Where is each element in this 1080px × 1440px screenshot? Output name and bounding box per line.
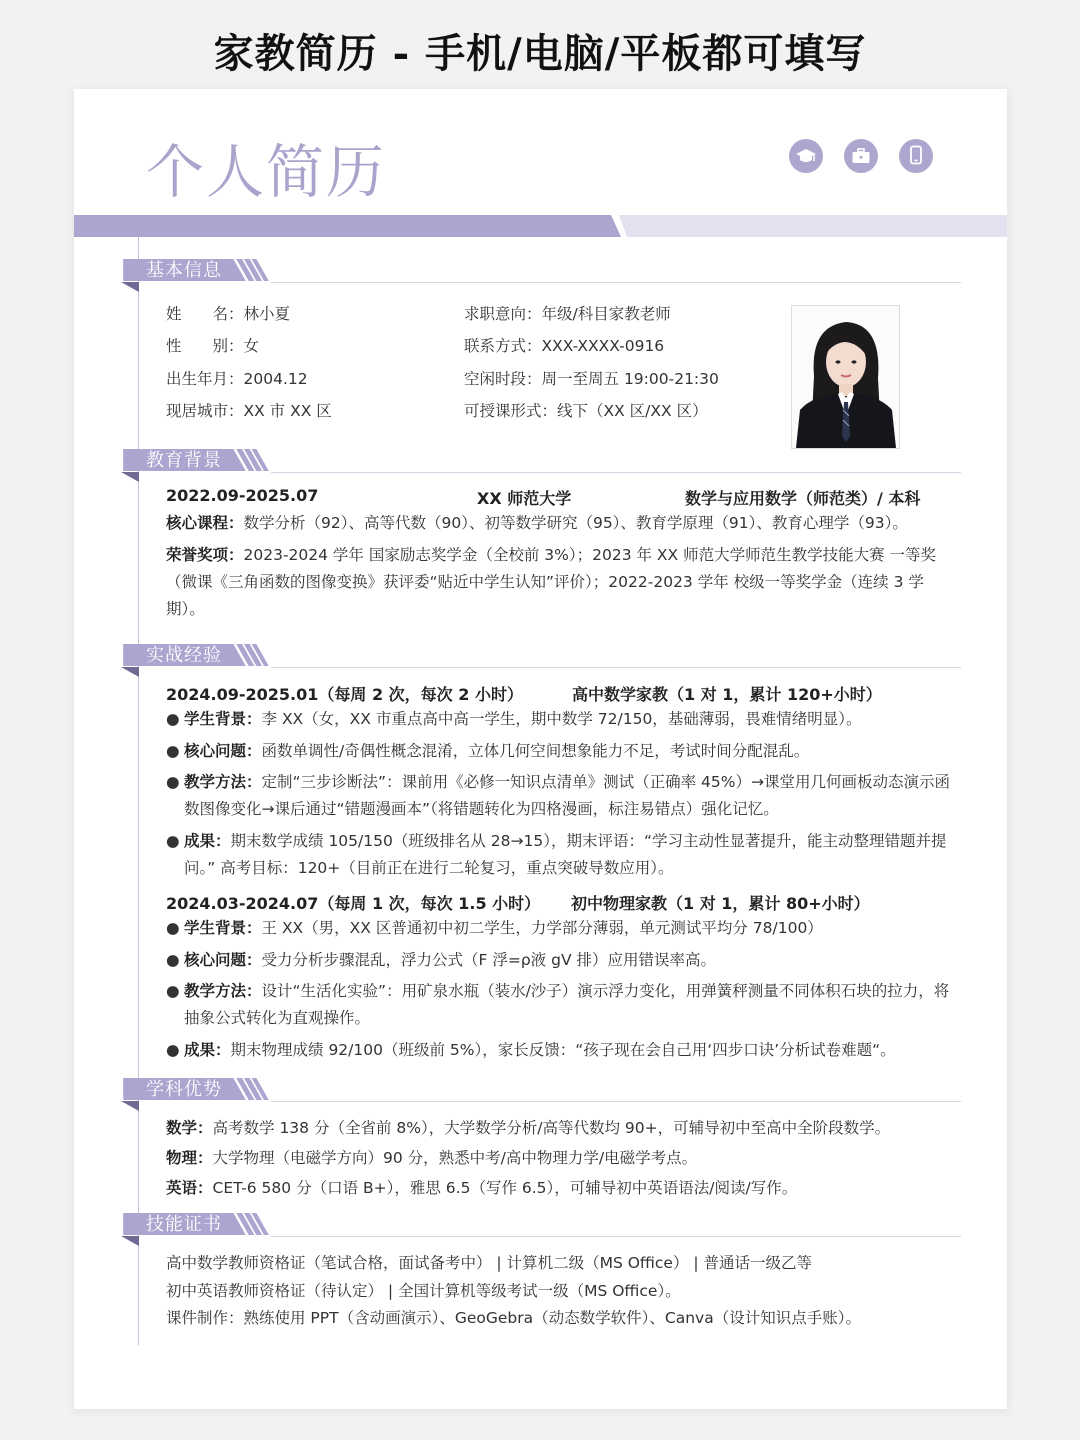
- field-gender: 性 别：女: [166, 337, 260, 355]
- strength-english: 英语：CET-6 580 分（口语 B+），雅思 6.5（写作 6.5），可辅导初中英语语法/阅读/写作。: [166, 1179, 798, 1197]
- page-banner: 家教简历 - 手机/电脑/平板都可填写: [213, 30, 867, 77]
- edu-major: 数学与应用数学（师范类）/ 本科: [685, 489, 921, 508]
- exp2-role: 初中物理家教（1 对 1，累计 80+小时）: [571, 894, 870, 913]
- edu-courses: 核心课程：数学分析（92）、高等代数（90）、初等数学研究（95）、教育学原理（91）、教育心理学（93）。: [166, 514, 908, 532]
- exp1-item: ● 教学方法：定制“三步诊断法”：课前用《必修一知识点清单》测试（正确率 45%）→课堂用几何画板动态演示函数图像变化→课后通过“错题漫画本”（将错题转化为四格漫画，标注易错点）强化记忆。: [166, 773, 950, 818]
- header-icons: [789, 139, 933, 173]
- edu-period: 2022.09-2025.07: [166, 486, 319, 505]
- exp1-role: 高中数学家教（1 对 1，累计 120+小时）: [572, 685, 882, 704]
- section-title: 实战经验: [146, 645, 222, 666]
- resume-paper: [74, 89, 1007, 1409]
- exp1-item: ● 学生背景：李 XX（女，XX 市重点高中高一学生，期中数学 72/150，基础薄弱，畏难情绪明显）。: [166, 710, 862, 728]
- section-title: 基本信息: [146, 260, 222, 281]
- exp2-item: ● 学生背景：王 XX（男，XX 区普通初中初二学生，力学部分薄弱，单元测试平均分 78/100）: [166, 919, 823, 937]
- phone-icon: [899, 139, 933, 173]
- exp1-item: ● 核心问题：函数单调性/奇偶性概念混淆，立体几何空间想象能力不足，考试时间分配混乱。: [166, 742, 810, 760]
- section-title: 技能证书: [146, 1214, 222, 1235]
- timeline-line: [138, 237, 139, 1345]
- exp2-item: ● 教学方法：设计“生活化实验”：用矿泉水瓶（装水/沙子）演示浮力变化，用弹簧秤测量不同体积石块的拉力，将抽象公式转化为直观操作。: [166, 982, 950, 1027]
- briefcase-icon: [844, 139, 878, 173]
- graduation-cap-icon: [789, 139, 823, 173]
- exp2-period: 2024.03-2024.07（每周 1 次，每次 1.5 小时）: [166, 894, 541, 913]
- strength-math: 数学：高考数学 138 分（全省前 8%），大学数学分析/高等代数均 90+，可辅导初中至高中全阶段数学。: [166, 1119, 891, 1137]
- section-header-certs: [121, 1213, 961, 1253]
- exp1-period: 2024.09-2025.01（每周 2 次，每次 2 小时）: [166, 685, 523, 704]
- field-intent: 求职意向：年级/科目家教老师: [464, 305, 671, 323]
- section-title: 学科优势: [146, 1079, 222, 1100]
- header-band: [74, 215, 1007, 237]
- section-title: 教育背景: [146, 450, 222, 471]
- section-header-strengths: [121, 1078, 961, 1118]
- field-contact: 联系方式：XXX-XXXX-0916: [464, 337, 665, 355]
- field-city: 现居城市：XX 市 XX 区: [166, 402, 332, 420]
- edu-school: XX 师范大学: [477, 489, 572, 508]
- exp2-item: ● 成果：期末物理成绩 92/100（班级前 5%），家长反馈：“孩子现在会自己用‘四步口诀’分析试卷难题“。: [166, 1041, 896, 1059]
- field-mode: 可授课形式：线下（XX 区/XX 区）: [464, 402, 708, 420]
- section-header-experience: [121, 644, 961, 684]
- exp2-item: ● 核心问题：受力分析步骤混乱，浮力公式（F 浮=ρ液 gV 排）应用错误率高。: [166, 951, 716, 969]
- cert-line: 初中英语教师资格证（待认定） | 全国计算机等级考试一级（MS Office）。: [166, 1282, 681, 1300]
- edu-honors: 荣誉奖项：2023-2024 学年 国家励志奖学金（全校前 3%）；2023 年 XX 师范大学师范生教学技能大赛 一等奖（微课《三角函数的图像变换》获评委“贴近中学生认知”评价）；2022-2023 学年 校级一等奖学金（连续 3 学期）。: [166, 546, 937, 618]
- section-header-basic: [121, 259, 961, 299]
- strength-physics: 物理：大学物理（电磁学方向）90 分，熟悉中考/高中物理力学/电磁学考点。: [166, 1149, 698, 1167]
- exp1-item: ● 成果：期末数学成绩 105/150（班级排名从 28→15），期末评语：“学习主动性显著提升，能主动整理错题并提问。” 高考目标：120+（目前正在进行二轮复习，重点突破导数应用）。: [166, 832, 947, 877]
- profile-photo: [791, 305, 900, 449]
- section-header-education: [121, 449, 961, 489]
- field-birth: 出生年月：2004.12: [166, 370, 308, 388]
- cert-line: 课件制作：熟练使用 PPT（含动画演示）、GeoGebra（动态数学软件）、Canva（设计知识点手账）。: [166, 1309, 861, 1327]
- field-time: 空闲时段：周一至周五 19:00-21:30: [464, 370, 719, 388]
- resume-title: 个人简历: [146, 138, 387, 206]
- cert-line: 高中数学教师资格证（笔试合格，面试备考中） | 计算机二级（MS Office） | 普通话一级乙等: [166, 1254, 813, 1272]
- field-name: 姓 名：林小夏: [166, 305, 291, 323]
